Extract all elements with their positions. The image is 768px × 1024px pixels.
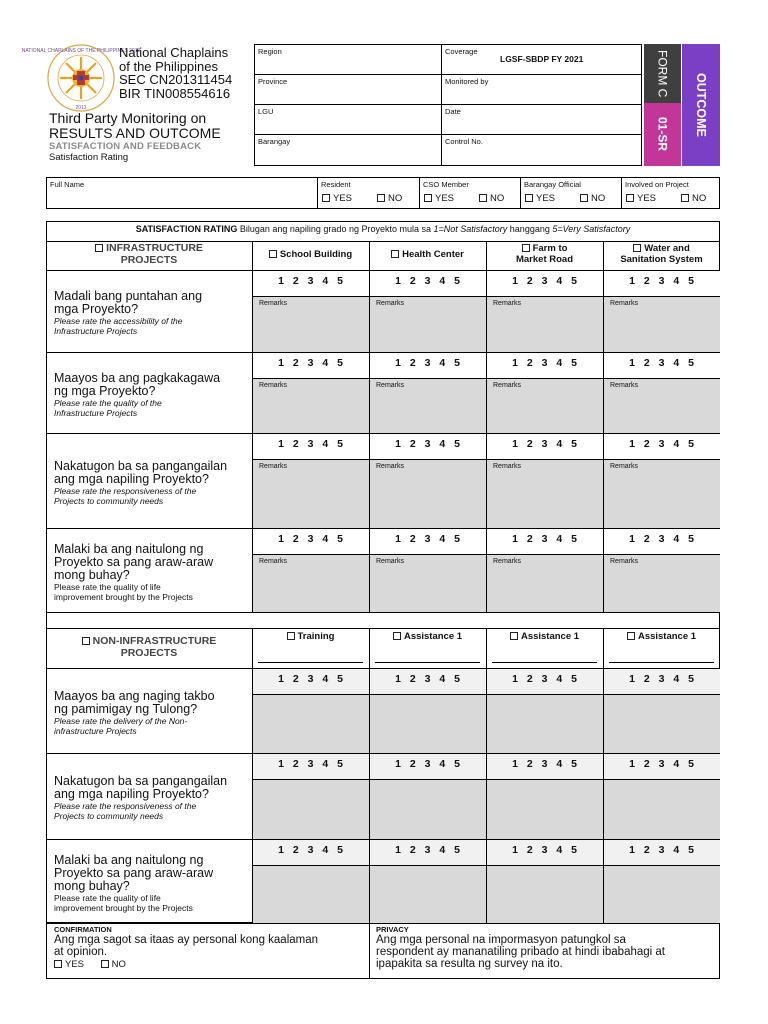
infra-remarks-field[interactable]: Remarks [376,300,405,307]
noninfra-category[interactable]: NON-INFRASTRUCTURE PROJECTS [46,635,252,659]
infra-remarks-field[interactable]: Remarks [610,300,639,307]
official-yes[interactable]: YES [525,193,555,204]
privacy-block [376,925,716,970]
monitored-by-field[interactable]: Monitored by [445,77,489,86]
infra-rating-scale[interactable]: 1 2 3 4 5 [629,275,694,287]
infra-rating-scale[interactable]: 1 2 3 4 5 [629,438,694,450]
doc-title-block [49,111,254,163]
noninfra-question-2: Nakatugon ba sa pangangailan ang mga napiling Proyekto? Please rate the responsiveness of the Projects to community needs [54,774,228,821]
org-block [119,46,249,100]
date-field[interactable]: Date [445,107,461,116]
doc-subtitle: SATISFACTION AND FEEDBACK [49,141,202,152]
infra-question-1: Madali bang puntahan ang mga Proyekto? Please rate the accessibility of the Infrastructure Projects [54,289,203,336]
noninfra-question-3: Malaki ba ang naitulong ng Proyekto sa pang araw-araw mong buhay? Please rate the quality of life improvement brought by the Projects [54,853,214,913]
infra-column-3[interactable]: Farm to Market Road [515,243,573,265]
barangay-official-label: Barangay Official [524,180,581,189]
noninfra-column-name-line[interactable] [609,662,714,663]
rating-low: 1=Not Satisfactory [433,224,508,234]
confirm-no[interactable]: NO [101,959,126,970]
outcome-tab [682,44,720,166]
noninfra-rating-scale[interactable]: 1 2 3 4 5 [278,758,343,770]
province-field[interactable]: Province [258,77,288,86]
seal-ring-text: NATIONAL CHAPLAINS OF THE PHILIPPINES 2013 [21,48,141,54]
involved-yes[interactable]: YES [626,193,656,204]
noninfra-column-4[interactable]: Assistance 1 [603,631,720,642]
rating-header-title: SATISFACTION RATING [135,224,238,234]
infra-remarks-field[interactable]: Remarks [610,558,639,565]
noninfra-rating-scale[interactable]: 1 2 3 4 5 [512,673,577,685]
noninfra-rating-scale[interactable]: 1 2 3 4 5 [629,844,694,856]
infra-rating-scale[interactable]: 1 2 3 4 5 [395,438,460,450]
rating-header-text: Bilugan ang napiling grado ng Proyekto mula sa [237,224,434,234]
privacy-line1: Ang mga personal na impormasyon patungkol sa [376,934,626,946]
confirmation-line2: at opinion. [54,946,108,958]
noninfra-rating-scale[interactable]: 1 2 3 4 5 [395,673,460,685]
cso-no[interactable]: NO [479,193,504,204]
confirmation-block [54,925,366,970]
infra-remarks-field[interactable]: Remarks [259,463,288,470]
infra-remarks-field[interactable]: Remarks [259,382,288,389]
infra-rating-scale[interactable]: 1 2 3 4 5 [278,533,343,545]
infra-rating-scale[interactable]: 1 2 3 4 5 [278,357,343,369]
noninfra-rating-scale[interactable]: 1 2 3 4 5 [395,758,460,770]
noninfra-column-name-line[interactable] [258,662,363,663]
official-no[interactable]: NO [580,193,605,204]
infra-column-4[interactable]: Water and Sanitation System [620,243,703,265]
infra-column-1[interactable]: School Building [252,249,369,260]
rating-high: 5=Very Satisfactory [552,224,631,234]
noninfra-question-1: Maayos ba ang naging takbo ng pamimigay ng Tulong? Please rate the delivery of the Non- infrastructure Projects [54,689,215,736]
form-label: FORM C [655,49,670,98]
privacy-line2: respondent ay mananatiling pribado at hindi ibabahagi at [376,946,665,958]
noninfra-rating-scale[interactable]: 1 2 3 4 5 [629,673,694,685]
form-tab [644,44,681,103]
outcome-label: OUTCOME [694,73,708,137]
logo [21,43,141,113]
doc-subtitle2: Satisfaction Rating [49,152,129,163]
noninfra-column-name-line[interactable] [492,662,597,663]
infra-rating-scale[interactable]: 1 2 3 4 5 [395,357,460,369]
code-tab [644,103,681,166]
noninfra-rating-scale[interactable]: 1 2 3 4 5 [278,844,343,856]
form-code: 01-SR [655,117,670,152]
involved-no[interactable]: NO [681,193,706,204]
infra-remarks-field[interactable]: Remarks [376,382,405,389]
infra-rating-scale[interactable]: 1 2 3 4 5 [629,357,694,369]
confirm-yes[interactable]: YES [54,959,84,970]
infra-question-2: Maayos ba ang pagkakagawa ng mga Proyekto? Please rate the quality of the Infrastructure Projects [54,371,221,418]
barangay-field[interactable]: Barangay [258,137,291,146]
privacy-line3: ipapakita sa resulta ng survey na ito. [376,958,563,970]
org-name-line1: National Chaplains [119,45,229,60]
infra-rating-scale[interactable]: 1 2 3 4 5 [278,438,343,450]
infra-remarks-field[interactable]: Remarks [376,463,405,470]
noninfra-rating-scale[interactable]: 1 2 3 4 5 [395,844,460,856]
infra-remarks-field[interactable]: Remarks [610,382,639,389]
org-bir: BIR TIN008554616 [119,85,231,101]
privacy-label: PRIVACY [376,925,409,934]
header-info-grid [254,44,642,166]
noninfra-rating-scale[interactable]: 1 2 3 4 5 [629,758,694,770]
region-field[interactable]: Region [258,47,282,56]
rating-header [46,224,720,234]
noninfra-column-2[interactable]: Assistance 1 [369,631,486,642]
infra-remarks-field[interactable]: Remarks [610,463,639,470]
full-name-field[interactable]: Full Name [50,180,85,189]
infra-remarks-field[interactable]: Remarks [376,558,405,565]
noninfra-column-name-line[interactable] [375,662,480,663]
infra-question-3: Nakatugon ba sa pangangailan ang mga napiling Proyekto? Please rate the responsiveness of the Projects to community needs [54,459,228,506]
coverage-label: Coverage [445,47,478,56]
infra-rating-scale[interactable]: 1 2 3 4 5 [512,438,577,450]
infra-column-2[interactable]: Health Center [369,249,486,260]
infra-remarks-field[interactable]: Remarks [493,300,522,307]
resident-label: Resident [321,180,351,189]
noninfra-rating-scale[interactable]: 1 2 3 4 5 [512,844,577,856]
noninfra-rating-scale[interactable]: 1 2 3 4 5 [512,758,577,770]
infra-rating-scale[interactable]: 1 2 3 4 5 [278,275,343,287]
doc-title-line2: RESULTS AND OUTCOME [49,124,221,141]
involved-label: Involved on Project [625,180,689,189]
confirmation-label: CONFIRMATION [54,925,112,934]
org-sec: SEC CN201311454 [119,72,233,87]
infra-category[interactable]: INFRASTRUCTURE PROJECTS [46,242,252,266]
resident-no[interactable]: NO [377,193,402,204]
doc-title-line1: Third Party Monitoring on [49,110,207,126]
infra-remarks-field[interactable]: Remarks [259,558,288,565]
infra-rating-scale[interactable]: 1 2 3 4 5 [512,275,577,287]
infra-rating-scale[interactable]: 1 2 3 4 5 [395,533,460,545]
noninfra-rating-scale[interactable]: 1 2 3 4 5 [278,673,343,685]
lgu-field[interactable]: LGU [258,107,274,116]
org-name-line2: of the Philippines [119,58,219,74]
noninfra-column-3[interactable]: Assistance 1 [486,631,603,642]
rating-mid: hanggang [507,224,553,234]
infra-rating-scale[interactable]: 1 2 3 4 5 [629,533,694,545]
infra-rating-scale[interactable]: 1 2 3 4 5 [512,357,577,369]
infra-rating-scale[interactable]: 1 2 3 4 5 [512,533,577,545]
noninfra-column-1[interactable]: Training [252,631,369,642]
infra-rating-scale[interactable]: 1 2 3 4 5 [395,275,460,287]
svg-text:2013: 2013 [75,105,87,111]
cso-yes[interactable]: YES [424,193,454,204]
infra-remarks-field[interactable]: Remarks [493,558,522,565]
coverage-value: LGSF-SBDP FY 2021 [500,54,584,64]
confirmation-line1: Ang mga sagot sa itaas ay personal kong kaalaman [54,934,319,946]
infra-remarks-field[interactable]: Remarks [259,300,288,307]
resident-yes[interactable]: YES [322,193,352,204]
chaplains-seal-icon [21,43,141,113]
cso-member-label: CSO Member [423,180,469,189]
infra-question-4: Malaki ba ang naitulong ng Proyekto sa pang araw-araw mong buhay? Please rate the quality of life improvement brought by the Projects [54,542,214,602]
control-no-field[interactable]: Control No. [445,137,483,146]
infra-remarks-field[interactable]: Remarks [493,382,522,389]
infra-remarks-field[interactable]: Remarks [493,463,522,470]
